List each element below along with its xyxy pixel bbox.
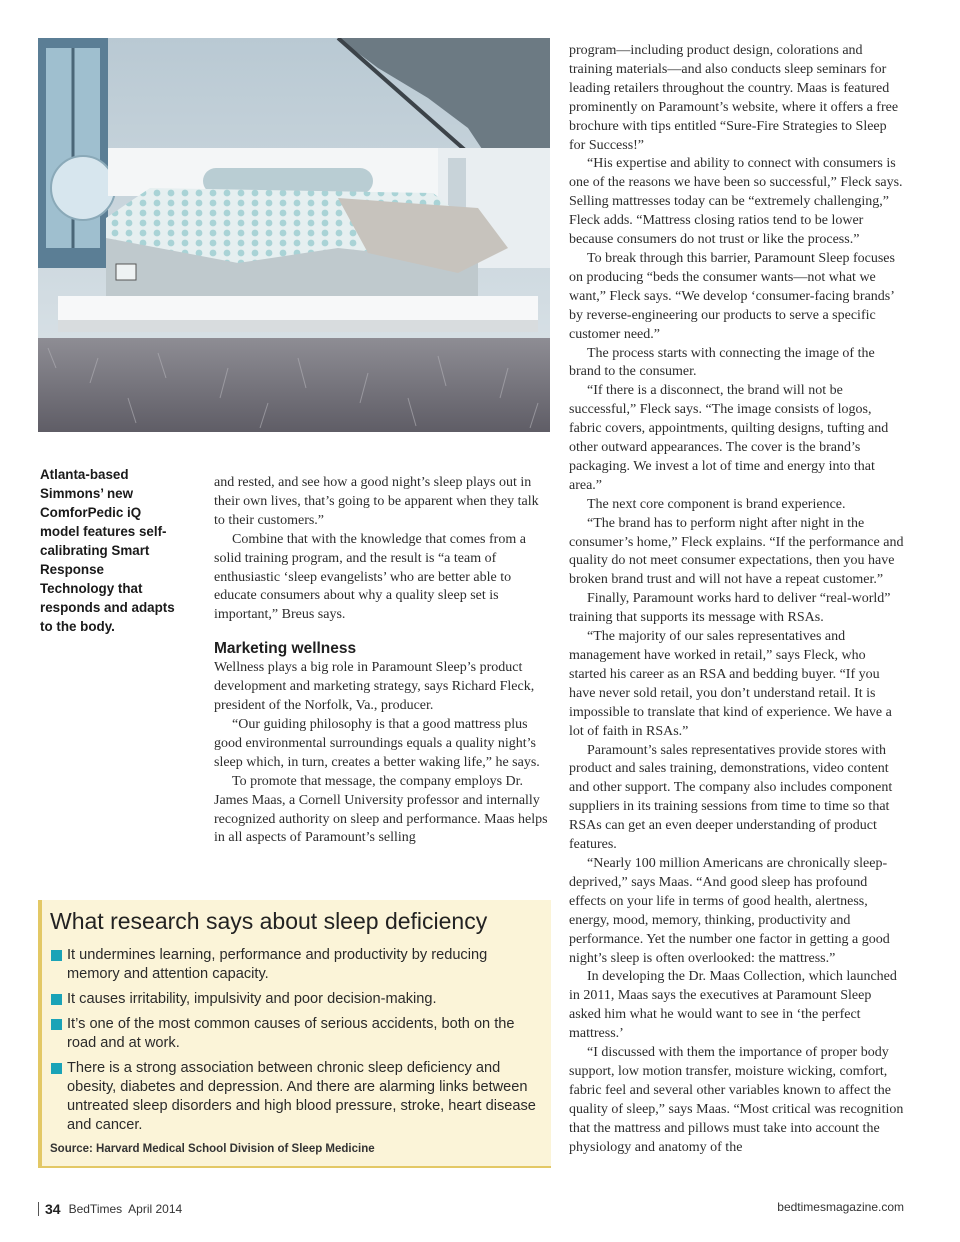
paragraph: “If there is a disconnect, the brand will not be successful,” Fleck says. “The image consists of logos, fabric covers, appointments, quilting designs, tufting and other outward appearances. The cover is the brand’s packaging. We invest a lot of time and energy into that area.”	[569, 383, 889, 493]
section-heading: Marketing wellness	[214, 640, 357, 658]
sidebar-box	[38, 900, 551, 1168]
paragraph: Finally, Paramount works hard to deliver “real-world” training that supports its message with RSAs.	[569, 591, 891, 626]
bullet-text: There is a strong association between chronic sleep deficiency and obesity, diabetes and depression. And there are alarming links between untreated sleep disorders and high blood pressure, stroke, heart disease and cancer.	[67, 1060, 536, 1133]
sidebar-bullet	[50, 946, 541, 984]
sidebar-source: Source: Harvard Medical School Division of Sleep Medicine	[50, 1143, 375, 1155]
paragraph: “Our guiding philosophy is that a good mattress plus good environmental surroundings equals a quality night’s sleep which, in turn, creates a better waking life,” he says.	[214, 716, 540, 770]
paragraph: “His expertise and ability to connect with consumers is one of the reasons we have been so successful,” Fleck says. Selling mattresses today can be “extremely challenging,” Fleck adds. “Mattress closing ratios tend to be lower because consumers do not trust or like the process.”	[569, 156, 903, 248]
square-bullet-icon	[51, 1019, 62, 1030]
paragraph: To promote that message, the company employs Dr. James Maas, a Cornell University professor and internally recognized authority on sleep and performance. Maas helps in all aspects of Paramount’s selling	[214, 773, 548, 846]
square-bullet-icon	[51, 950, 62, 961]
magazine-name: BedTimes	[68, 1202, 123, 1216]
square-bullet-icon	[51, 994, 62, 1005]
article-column-middle	[214, 474, 550, 848]
paragraph: To break through this barrier, Paramount Sleep focuses on producing “beds the consumer wants—not what we want,” Fleck says. “We develop ‘consumer-facing brands’ by reverse-engineering our products to serve a specific customer need.”	[569, 250, 895, 342]
paragraph: “The majority of our sales representatives and management have worked in retail,” says Fleck, who started his career as an RSA and bedding buyer. “If you have never sold retail, you don’t understand retail. It is impossible to translate that kind of experience. We have a lot of faith in RSAs.”	[569, 629, 892, 739]
sidebar-title: What research says about sleep deficiency	[50, 908, 488, 934]
sidebar-bullet	[50, 1015, 541, 1053]
paragraph: “I discussed with them the importance of proper body support, low motion transfer, moisture wicking, comfort, fabric feel and several other variables known to affect the quality of sleep,” says Maas. “Most critical was recognition that the mattress and pillows must take into account the physiology and anatomy of the	[569, 1045, 904, 1155]
sidebar-bullet	[50, 990, 541, 1009]
paragraph: Paramount’s sales representatives provide stores with product and sales training, demonstrations, video content and other support. The company also includes component suppliers in its training sessions from time to time so that RSAs can get an even deeper understanding of product features.	[569, 742, 893, 853]
paragraph: Wellness plays a big role in Paramount Sleep’s product development and marketing strategy, says Richard Fleck, president of the Norfolk, Va., producer.	[214, 660, 535, 714]
paragraph: Combine that with the knowledge that comes from a solid training program, and the result is “a team of enthusiastic ‘sleep evangelists’ who are better able to educate consumers about why a quality sleep set is important,” Breus says.	[214, 531, 526, 623]
article-column-right	[569, 42, 904, 1157]
paragraph: “Nearly 100 million Americans are chronically sleep-deprived,” says Maas. “And good sleep has profound effects on your life in terms of good health, alertness, energy, mood, memory, thinking, productivity and performance. Yet the number one factor in getting a good night’s sleep is often overlooked: the mattress.”	[569, 855, 890, 966]
paragraph: “The brand has to perform night after night in the consumer’s home,” Fleck explains. “If the performance and quality do not meet consumer expectations, then you have broken brand trust and will not have a repeat customer.”	[569, 515, 904, 588]
page-number: 34	[45, 1201, 61, 1217]
bullet-text: It’s one of the most common causes of serious accidents, both on the road and at work.	[67, 1016, 515, 1051]
paragraph: In developing the Dr. Maas Collection, which launched in 2011, Maas says the executives at Paramount Sleep asked him what he would want to see in ‘the perfect mattress.’	[569, 969, 897, 1042]
mattress-photo	[38, 38, 550, 432]
paragraph: program—including product design, colorations and training materials—and also conducts sleep seminars for leading retailers throughout the country. Maas is featured prominently on Paramount’s website, where it offers a free brochure with tips entitled “Sure-Fire Strategies to Sleep for Success!”	[569, 43, 899, 153]
paragraph: and rested, and see how a good night’s sleep plays out in their own lives, that’s going to be apparent when they talk to their customers.”	[214, 475, 539, 528]
square-bullet-icon	[51, 1063, 62, 1074]
footer-left	[38, 1201, 182, 1217]
footer-divider	[38, 1202, 39, 1216]
issue-date: April 2014	[128, 1202, 183, 1216]
bullet-text: It causes irritability, impulsivity and poor decision-making.	[67, 991, 437, 1007]
website-link[interactable]: bedtimesmagazine.com	[777, 1200, 904, 1214]
paragraph: The process starts with connecting the image of the brand to the consumer.	[569, 345, 875, 380]
photo-caption: Atlanta-based Simmons’ new ComforPedic iQ model features self-calibrating Smart Response Technology that responds and adapts to the body.	[40, 467, 175, 634]
sidebar-bullet	[50, 1059, 541, 1135]
paragraph: The next core component is brand experience.	[587, 496, 846, 512]
bullet-text: It undermines learning, performance and productivity by reducing memory and attention capacity.	[67, 947, 488, 982]
